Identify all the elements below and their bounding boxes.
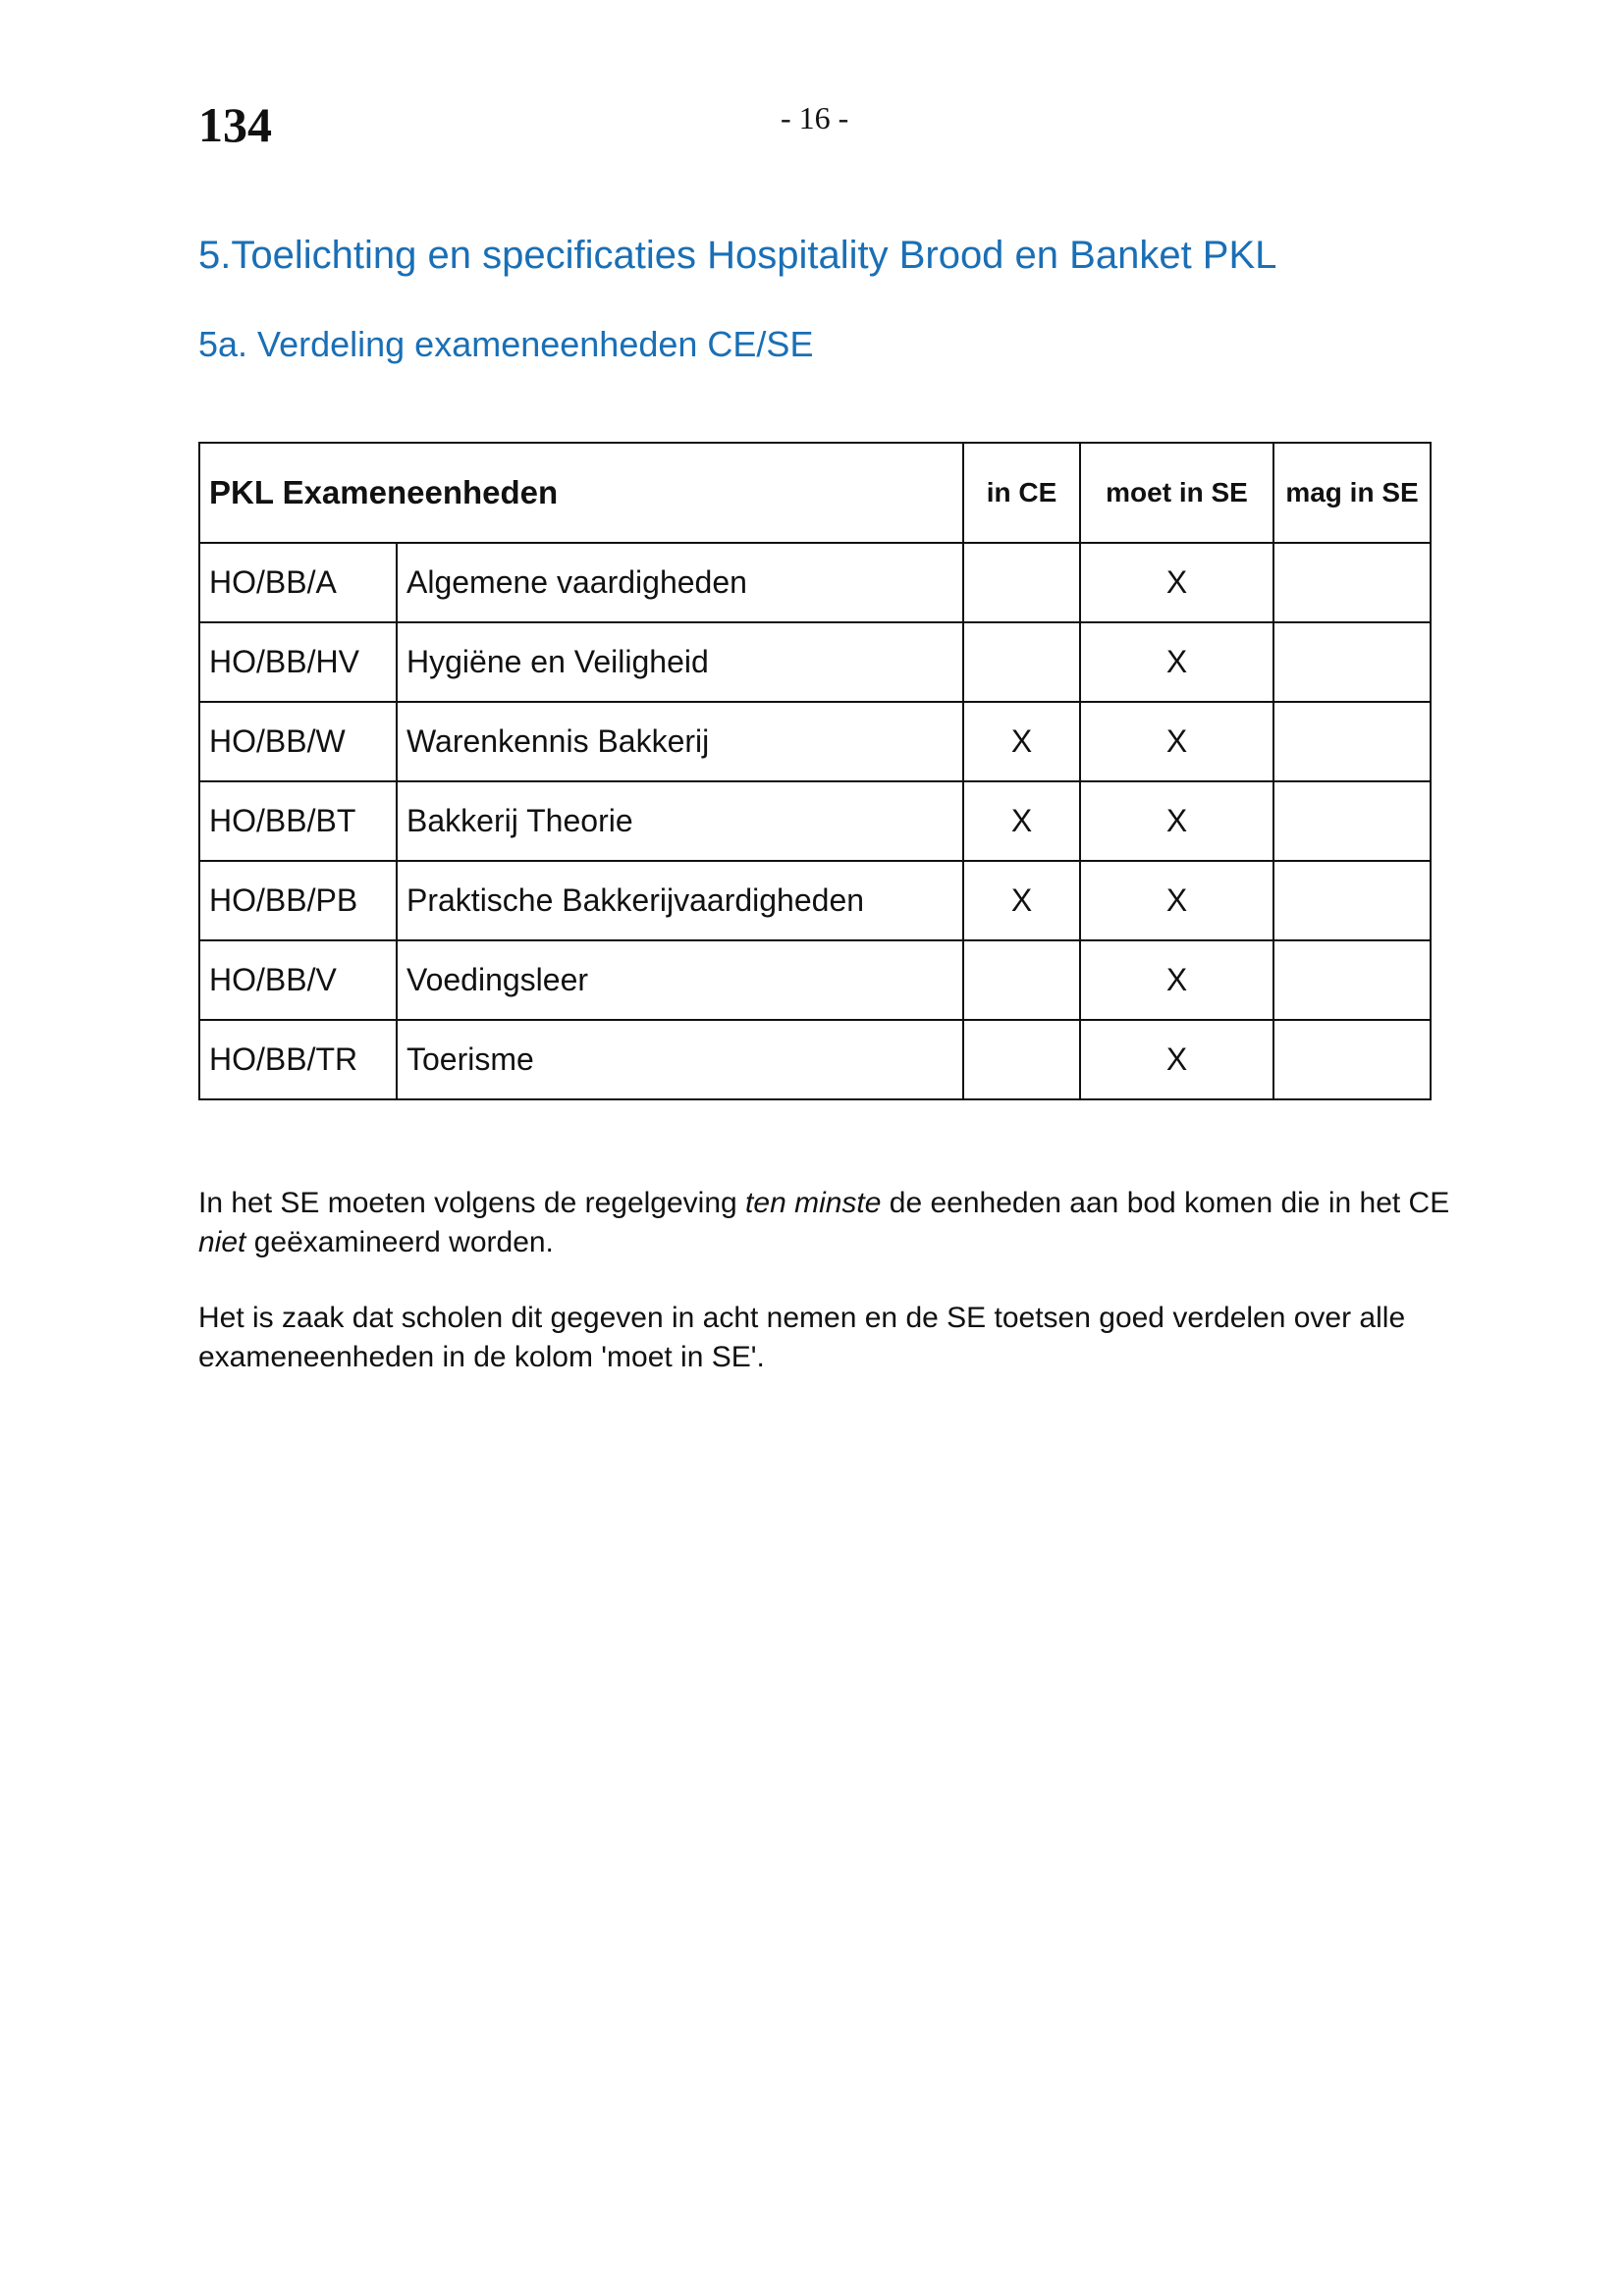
paragraph-text: de eenheden aan bod komen die in het CE [881, 1187, 1450, 1219]
table-row [199, 543, 1431, 622]
in-ce-mark [963, 940, 1080, 1020]
moet-in-se-mark: X [1080, 940, 1273, 1020]
header-in-ce: in CE [963, 443, 1080, 543]
in-ce-mark: X [963, 861, 1080, 940]
unit-code: HO/BB/A [199, 543, 397, 622]
moet-in-se-mark: X [1080, 1020, 1273, 1099]
exam-units-table [198, 442, 1432, 1100]
table-row [199, 622, 1431, 702]
table-row [199, 1020, 1431, 1099]
header-mag-in-se: mag in SE [1273, 443, 1431, 543]
unit-code: HO/BB/V [199, 940, 397, 1020]
unit-name: Warenkennis Bakkerij [397, 702, 963, 781]
moet-in-se-mark: X [1080, 781, 1273, 861]
unit-name: Praktische Bakkerijvaardigheden [397, 861, 963, 940]
unit-name: Hygiëne en Veiligheid [397, 622, 963, 702]
moet-in-se-mark: X [1080, 861, 1273, 940]
table-header-row [199, 443, 1431, 543]
subsection-title: 5a. Verdeling exameneenheden CE/SE [198, 324, 814, 364]
mag-in-se-mark [1273, 1020, 1431, 1099]
explanation-paragraph [198, 1184, 1455, 1262]
in-ce-mark [963, 1020, 1080, 1099]
table-row [199, 940, 1431, 1020]
unit-code: HO/BB/PB [199, 861, 397, 940]
mag-in-se-mark [1273, 940, 1431, 1020]
unit-code: HO/BB/TR [199, 1020, 397, 1099]
moet-in-se-mark: X [1080, 622, 1273, 702]
table-row [199, 702, 1431, 781]
table-row [199, 861, 1431, 940]
emphasis-text: niet [198, 1226, 246, 1258]
mag-in-se-mark [1273, 781, 1431, 861]
unit-name: Bakkerij Theorie [397, 781, 963, 861]
mag-in-se-mark [1273, 622, 1431, 702]
in-ce-mark [963, 622, 1080, 702]
unit-code: HO/BB/HV [199, 622, 397, 702]
guidance-paragraph: Het is zaak dat scholen dit gegeven in acht nemen en de SE toetsen goed verdelen over alle exameneenheden in de kolom 'moet in SE'. [198, 1302, 1406, 1373]
mag-in-se-mark [1273, 702, 1431, 781]
paragraph-text: In het SE moeten volgens de regelgeving [198, 1187, 746, 1219]
mag-in-se-mark [1273, 861, 1431, 940]
center-page-number: - 16 - [781, 100, 849, 135]
unit-name: Algemene vaardigheden [397, 543, 963, 622]
section-title: 5.Toelichting en specificaties Hospitality Brood en Banket PKL [198, 234, 1277, 277]
unit-code: HO/BB/BT [199, 781, 397, 861]
header-moet-in-se: moet in SE [1080, 443, 1273, 543]
unit-code: HO/BB/W [199, 702, 397, 781]
in-ce-mark [963, 543, 1080, 622]
emphasis-text: ten minste [745, 1187, 882, 1219]
paragraph-text: geëxamineerd worden. [245, 1226, 554, 1258]
page-number: 134 [198, 97, 272, 152]
unit-name: Voedingsleer [397, 940, 963, 1020]
moet-in-se-mark: X [1080, 702, 1273, 781]
in-ce-mark: X [963, 702, 1080, 781]
in-ce-mark: X [963, 781, 1080, 861]
unit-name: Toerisme [397, 1020, 963, 1099]
table-row [199, 781, 1431, 861]
moet-in-se-mark: X [1080, 543, 1273, 622]
mag-in-se-mark [1273, 543, 1431, 622]
header-units: PKL Exameneenheden [199, 443, 963, 543]
